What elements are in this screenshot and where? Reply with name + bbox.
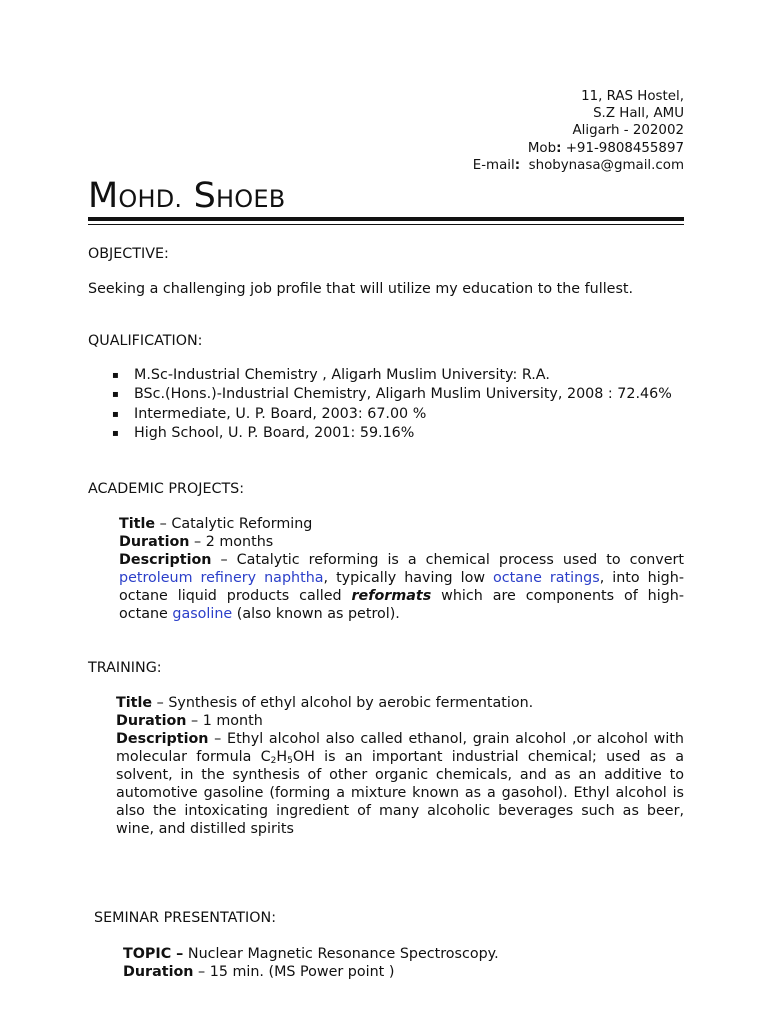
qualification-item-text: M.Sc-Industrial Chemistry , Aligarh Muslim University: R.A. — [134, 367, 550, 383]
mobile-label: Mob — [527, 140, 557, 156]
project-description-text: which are components of high-octane — [119, 588, 684, 622]
seminar-topic-label: TOPIC – — [123, 946, 184, 962]
training-duration-line — [116, 712, 684, 730]
project-description-text: – Catalytic reforming is a chemical process used to convert — [211, 552, 684, 568]
training-description-text: OH is an important industrial chemical; used as a solvent, in the synthesis of other organic chemicals, and as an additive to automotive gasoline (forming a mixture known as a gasohol). Ethyl alcohol is also the intoxicating ingredient of many alcoholic beverages such as beer, wine, and distilled spirits — [116, 749, 684, 837]
project-description — [119, 551, 684, 623]
training-description-text: – Ethyl alcohol also called ethanol, grain alcohol ,or alcohol with molecular formula C — [116, 731, 684, 765]
bullet-icon: ▪ — [112, 408, 119, 420]
project-duration-value: – 2 months — [189, 534, 274, 550]
objective-heading: OBJECTIVE: — [88, 246, 169, 262]
formula-subscript: 5 — [287, 756, 293, 766]
training-title-label: Title — [116, 695, 153, 711]
bullet-icon: ▪ — [112, 389, 119, 401]
training-description-label: Description — [116, 731, 209, 747]
header-divider-thin — [88, 224, 684, 225]
name-first-initial: M — [88, 176, 119, 216]
project-title-line — [119, 515, 684, 533]
contact-block — [473, 88, 684, 174]
seminar-duration-line — [123, 963, 684, 981]
project-description-text: (also known as petrol). — [232, 606, 400, 622]
list-item — [112, 405, 684, 424]
mobile-line — [473, 140, 684, 157]
project-duration-label: Duration — [119, 534, 190, 550]
email-label: E-mail — [472, 157, 515, 173]
qualification-heading: QUALIFICATION: — [88, 333, 203, 349]
seminar-heading: SEMINAR PRESENTATION: — [94, 910, 277, 926]
seminar-duration-label: Duration — [123, 964, 194, 980]
name-last-rest: HOEB — [216, 185, 286, 213]
training-duration-label: Duration — [116, 713, 187, 729]
list-item — [112, 366, 684, 385]
project-description-label: Description — [119, 552, 212, 568]
resume-name — [88, 172, 285, 223]
training-title-line — [116, 694, 684, 712]
name-first-rest: OHD. — [118, 185, 183, 213]
list-item — [112, 385, 684, 404]
qualification-item-text: Intermediate, U. P. Board, 2003: 67.00 % — [134, 405, 427, 422]
training-heading: TRAINING: — [88, 660, 162, 676]
header-divider-thick — [88, 217, 684, 221]
mobile-colon: : — [556, 140, 562, 156]
bullet-icon: ▪ — [112, 427, 119, 439]
project-title-label: Title — [119, 516, 156, 532]
project-details — [119, 515, 684, 623]
seminar-details — [123, 945, 684, 981]
mobile-number: +91-9808455897 — [561, 140, 684, 156]
seminar-topic-value: Nuclear Magnetic Resonance Spectroscopy. — [183, 946, 499, 962]
list-item — [112, 424, 684, 443]
email-line — [473, 157, 684, 174]
gasoline-link[interactable]: gasoline — [172, 606, 233, 622]
naphtha-link[interactable]: petroleum refinery naphtha — [119, 570, 324, 586]
objective-text: Seeking a challenging job profile that will utilize my education to the fullest. — [88, 281, 634, 297]
qualification-list — [112, 366, 684, 443]
training-duration-value: – 1 month — [186, 713, 263, 729]
octane-ratings-link[interactable]: octane ratings — [493, 570, 600, 586]
address-line-1: 11, RAS Hostel, — [581, 89, 684, 104]
qualification-item-text: High School, U. P. Board, 2001: 59.16% — [134, 424, 415, 441]
training-details — [116, 694, 684, 838]
project-title-value: – Catalytic Reforming — [155, 516, 313, 532]
qualification-item-text: BSc.(Hons.)-Industrial Chemistry, Aligarh Muslim University, 2008 : 72.46% — [134, 386, 672, 403]
formula-subscript: 2 — [270, 756, 277, 766]
email-address: shobynasa@gmail.com — [520, 157, 684, 173]
seminar-duration-value: – 15 min. (MS Power point ) — [193, 964, 395, 980]
address-line-2: S.Z Hall, AMU — [593, 106, 684, 122]
bullet-icon: ▪ — [112, 370, 119, 381]
reformats-term: reformats — [351, 588, 432, 604]
name-last-initial: S — [193, 176, 217, 216]
email-colon: : — [514, 157, 521, 173]
training-title-value: – Synthesis of ethyl alcohol by aerobic fermentation. — [152, 695, 534, 711]
address-line-3: Aligarh - 202002 — [572, 123, 684, 139]
seminar-topic-line — [123, 945, 684, 963]
training-description — [116, 730, 684, 838]
project-description-text: , into high-octane liquid products called — [119, 570, 684, 604]
project-description-text: , typically having low — [323, 570, 494, 586]
project-duration-line — [119, 533, 684, 551]
projects-heading: ACADEMIC PROJECTS: — [88, 481, 245, 497]
formula-element: H — [276, 749, 288, 765]
